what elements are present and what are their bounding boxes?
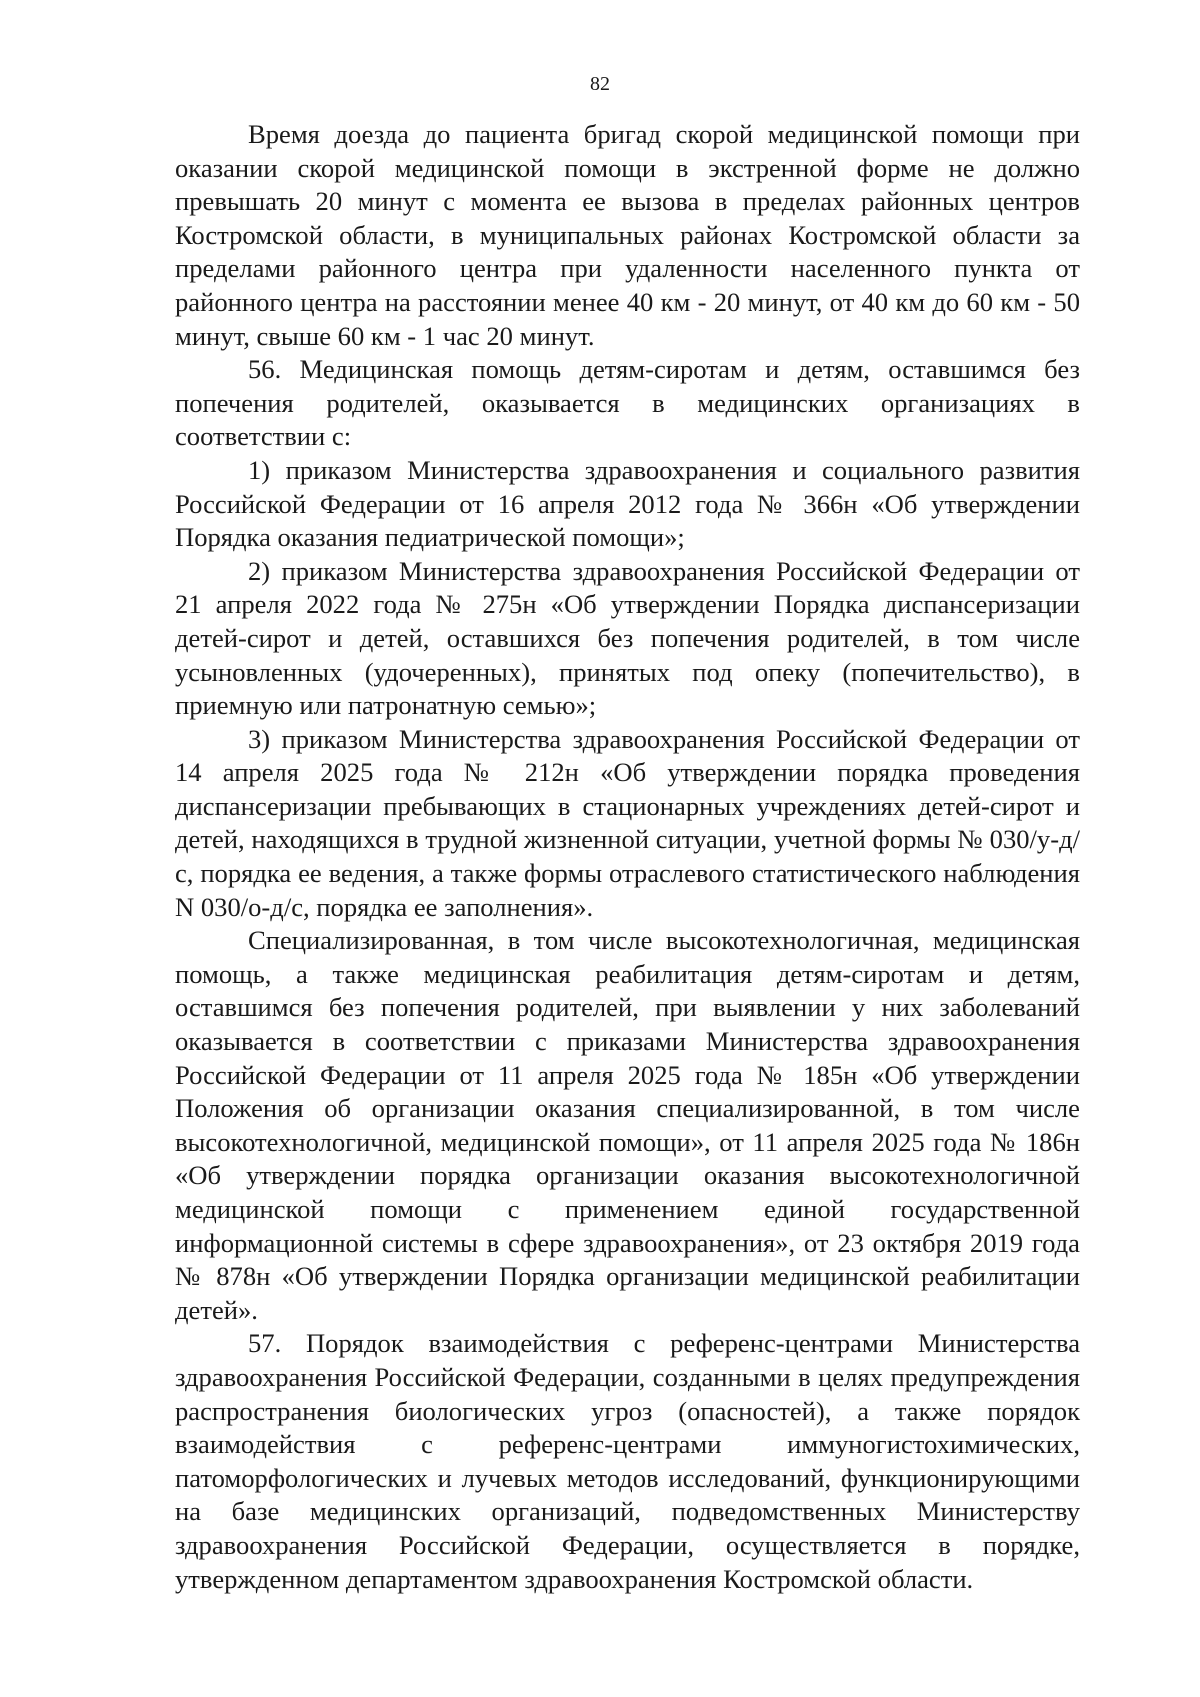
paragraph-specialized-care: Специализированная, в том числе высокотехнологичная, медицинская помощь, а также медицинская реабилитация детям-сиротам и детям, оставшимся без попечения родителей, при выявлении у них заболеваний оказывается в соответствии с приказами Министерства здравоохранения Российской Федерации от 11 апреля 2025 года № 185н «Об утверждении Положения об организации оказания специализированной, в том числе высокотехнологичной, медицинской помощи», от 11 апреля 2025 года № 186н «Об утверждении порядка организации оказания высокотехнологичной медицинской помощи с применением единой государственной информационной системы в сфере здравоохранения», от 23 октября 2019 года № 878н «Об утверждении Порядка организации медицинской реабилитации детей». (175, 925, 1080, 1325)
document-body (175, 118, 1080, 1596)
paragraph-57-reference-centers: 57. Порядок взаимодействия с референс-центрами Министерства здравоохранения Российской Федерации, созданными в целях предупреждения распространения биологических угроз (опасностей), а также порядок взаимодействия с референс-центрами иммуногистохимических, патоморфологических и лучевых методов исследований, функционирующими на базе медицинских организаций, подведомственных Министерству здравоохранения Российской Федерации, осуществляется в порядке, утвержденном департаментом здравоохранения Костромской области. (175, 1328, 1080, 1594)
paragraph-56-item-1: 1) приказом Министерства здравоохранения и социального развития Российской Федерации от 16 апреля 2012 года № 366н «Об утверждении Порядка оказания педиатрической помощи»; (175, 454, 1080, 553)
paragraph-56-orphans-care: 56. Медицинская помощь детям-сиротам и детям, оставшимся без попечения родителей, оказывается в медицинских организациях в соответствии с: (175, 354, 1080, 452)
paragraph-arrival-time: Время доезда до пациента бригад скорой медицинской помощи при оказании скорой медицинской помощи в экстренной форме не должно превышать 20 минут с момента ее вызова в пределах районных центров Костромской области, в муниципальных районах Костромской области за пределами районного центра при удаленности населенного пункта от районного центра на расстоянии менее 40 км - 20 минут, от 40 км до 60 км - 50 минут, свыше 60 км - 1 час 20 минут. (175, 119, 1080, 351)
paragraph-56-item-2: 2) приказом Министерства здравоохранения Российской Федерации от 21 апреля 2022 года № 275н «Об утверждении Порядка диспансеризации детей-сирот и детей, оставшихся без попечения родителей, в том числе усыновленных (удочеренных), принятых под опеку (попечительство), в приемную или патронатную семью»; (175, 555, 1080, 721)
page-number: 82 (590, 73, 610, 95)
paragraph-56-item-3: 3) приказом Министерства здравоохранения Российской Федерации от 14 апреля 2025 года № 212н «Об утверждении порядка проведения диспансеризации пребывающих в стационарных учреждениях детей-сирот и детей, находящихся в трудной жизненной ситуации, учетной формы № 030/у-д/с, порядка ее ведения, а также формы отраслевого статистического наблюдения N 030/о-д/с, порядка ее заполнения». (175, 723, 1080, 922)
